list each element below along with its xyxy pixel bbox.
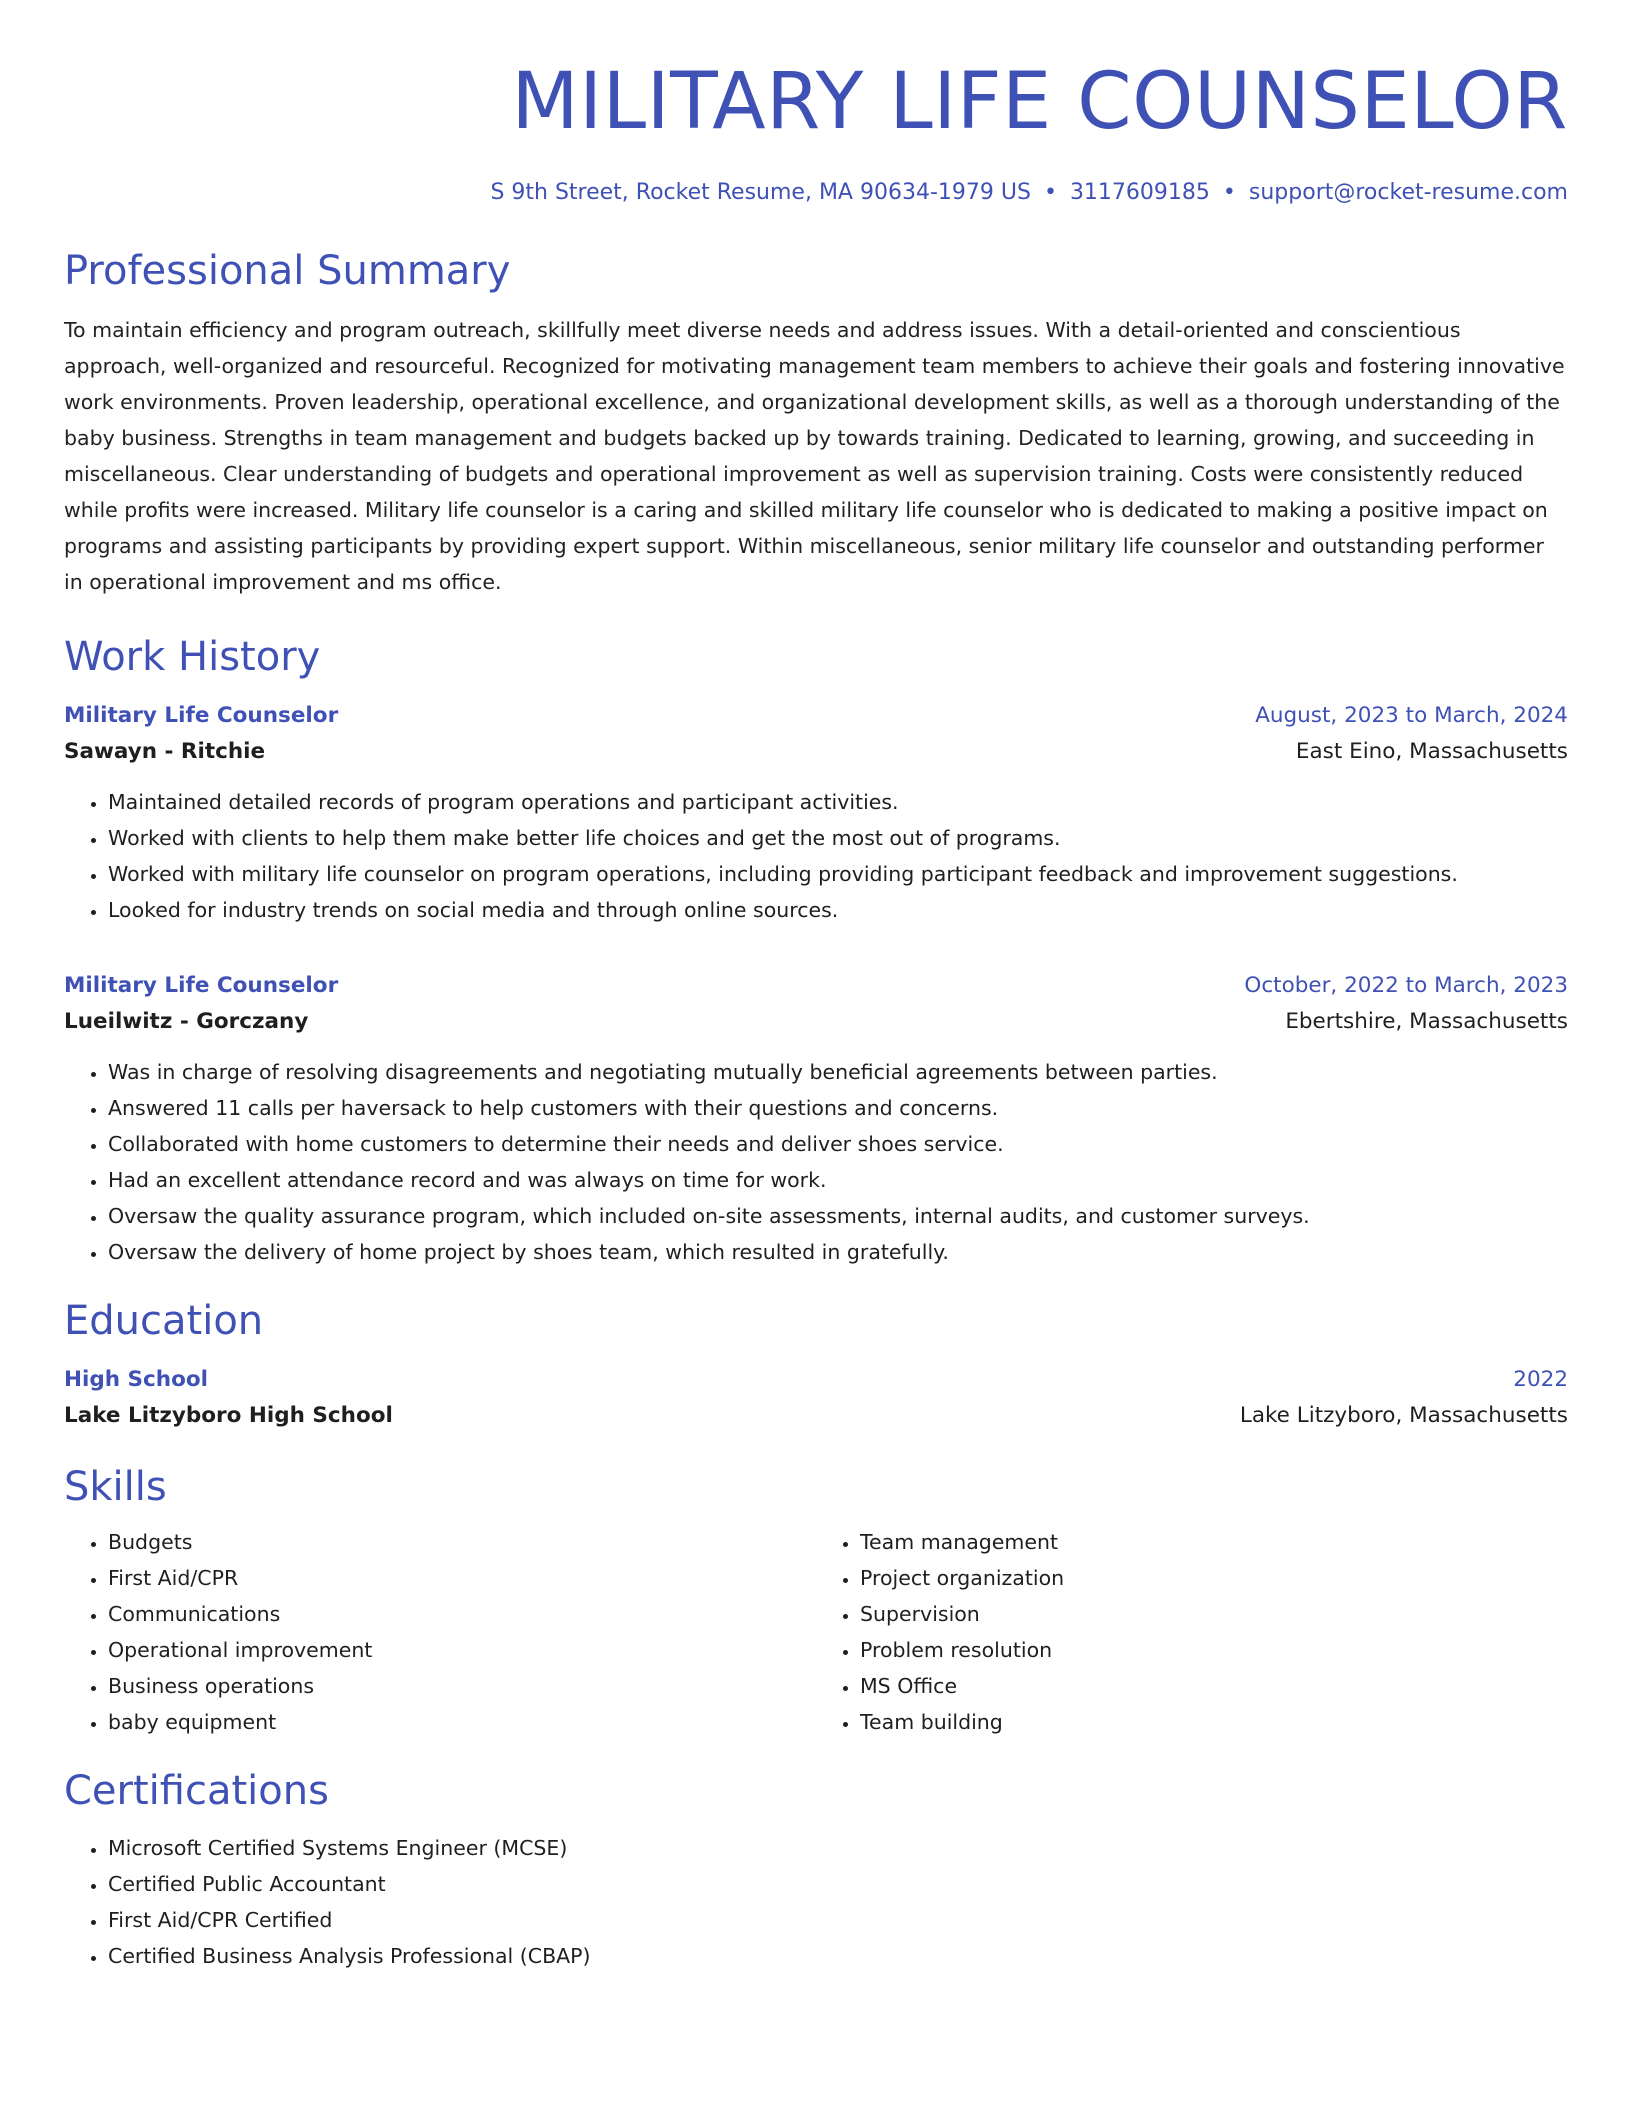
- contact-email[interactable]: support@rocket-resume.com: [1248, 180, 1568, 205]
- list-item: • Was in charge of resolving disagreements and negotiating mutually beneficial agreements between parties.: [108, 1054, 1568, 1090]
- job-dates: October, 2022 to March, 2023: [1244, 973, 1568, 998]
- skill-item: • Team management: [860, 1524, 1568, 1560]
- certification-item: • Certified Public Accountant: [108, 1866, 1568, 1902]
- list-item: • Had an excellent attendance record and was always on time for work.: [108, 1162, 1568, 1198]
- resume-header: [64, 56, 1568, 208]
- job-title: Military Life Counselor: [64, 703, 339, 728]
- work-history-section: [64, 632, 1568, 1270]
- certifications-section: [64, 1766, 1568, 1974]
- skills-heading: Skills: [64, 1464, 167, 1510]
- list-item: • Oversaw the quality assurance program, which included on-site assessments, internal audits, and customer surveys.: [108, 1198, 1568, 1234]
- job-location: East Eino, Massachusetts: [1295, 739, 1568, 764]
- summary-heading: Professional Summary: [64, 248, 511, 294]
- skill-item: • baby equipment: [108, 1704, 816, 1740]
- job-location: Ebertshire, Massachusetts: [1285, 1009, 1568, 1034]
- education-degree: High School: [64, 1367, 208, 1392]
- job-dates: August, 2023 to March, 2024: [1255, 703, 1568, 728]
- skills-column-right: [816, 1524, 1568, 1740]
- certifications-list: [64, 1830, 1568, 1974]
- skill-item: • Problem resolution: [860, 1632, 1568, 1668]
- skill-item: • Project organization: [860, 1560, 1568, 1596]
- education-location: Lake Litzyboro, Massachusetts: [1239, 1403, 1568, 1428]
- skill-item: • Communications: [108, 1596, 816, 1632]
- education-year: 2022: [1513, 1367, 1568, 1392]
- job-company: Sawayn - Ritchie: [64, 739, 266, 764]
- skill-item: • Business operations: [108, 1668, 816, 1704]
- skill-item: • Operational improvement: [108, 1632, 816, 1668]
- education-entry: [64, 1362, 1568, 1434]
- skill-item: • First Aid/CPR: [108, 1560, 816, 1596]
- job-company-row: [64, 1004, 1568, 1040]
- skill-item: • Supervision: [860, 1596, 1568, 1632]
- job-company-row: [64, 734, 1568, 770]
- job-entry: [64, 968, 1568, 1270]
- skills-section: [64, 1462, 1568, 1740]
- contact-separator: •: [1222, 180, 1236, 205]
- education-heading: Education: [64, 1298, 264, 1344]
- summary-section: [64, 246, 1568, 600]
- skills-column-left: [64, 1524, 816, 1740]
- work-history-heading: Work History: [64, 634, 321, 680]
- skill-item: • MS Office: [860, 1668, 1568, 1704]
- education-section: [64, 1296, 1568, 1434]
- summary-text: To maintain efficiency and program outreach, skillfully meet diverse needs and address issues. With a detail-oriented and conscientious approach, well-organized and resourceful. Recognized for motivating management team members to achieve their goals and fostering innovative work environments. Proven leadership, operational excellence, and organizational development skills, as well as a thorough understanding of the baby business. Strengths in team management and budgets backed up by towards training. Dedicated to learning, growing, and succeeding in miscellaneous. Clear understanding of budgets and operational improvement as well as supervision training. Costs were consistently reduced while profits were increased. Military life counselor is a caring and skilled military life counselor who is dedicated to making a positive impact on programs and assisting participants by providing expert support. Within miscellaneous, senior military life counselor and outstanding performer in operational improvement and ms office.: [64, 318, 1565, 594]
- contact-line: [64, 178, 1568, 208]
- skills-grid: [64, 1524, 1568, 1740]
- job-header-row: [64, 968, 1568, 1004]
- skill-item: • Budgets: [108, 1524, 816, 1560]
- job-entry: [64, 698, 1568, 928]
- list-item: • Oversaw the delivery of home project by shoes team, which resulted in gratefully.: [108, 1234, 1568, 1270]
- contact-address: S 9th Street, Rocket Resume, MA 90634-1979 US: [490, 180, 1031, 205]
- list-item: • Answered 11 calls per haversack to help customers with their questions and concerns.: [108, 1090, 1568, 1126]
- list-item: • Maintained detailed records of program operations and participant activities.: [108, 784, 1568, 820]
- contact-phone: 3117609185: [1069, 180, 1210, 205]
- certification-item: • Microsoft Certified Systems Engineer (MCSE): [108, 1830, 1568, 1866]
- certification-item: • Certified Business Analysis Professional (CBAP): [108, 1938, 1568, 1974]
- education-header-row: [64, 1362, 1568, 1398]
- certifications-heading: Certifications: [64, 1768, 329, 1814]
- education-school: Lake Litzyboro High School: [64, 1403, 393, 1428]
- list-item: • Collaborated with home customers to determine their needs and deliver shoes service.: [108, 1126, 1568, 1162]
- contact-separator: •: [1043, 180, 1057, 205]
- job-bullets: [64, 784, 1568, 928]
- page-title: MILITARY LIFE COUNSELOR: [511, 57, 1568, 147]
- job-company: Lueilwitz - Gorczany: [64, 1009, 309, 1034]
- education-school-row: [64, 1398, 1568, 1434]
- certification-item: • First Aid/CPR Certified: [108, 1902, 1568, 1938]
- skill-item: • Team building: [860, 1704, 1568, 1740]
- list-item: • Worked with military life counselor on program operations, including providing participant feedback and improvement suggestions.: [108, 856, 1568, 892]
- list-item: • Worked with clients to help them make better life choices and get the most out of programs.: [108, 820, 1568, 856]
- job-title: Military Life Counselor: [64, 973, 339, 998]
- job-header-row: [64, 698, 1568, 734]
- list-item: • Looked for industry trends on social media and through online sources.: [108, 892, 1568, 928]
- job-bullets: [64, 1054, 1568, 1270]
